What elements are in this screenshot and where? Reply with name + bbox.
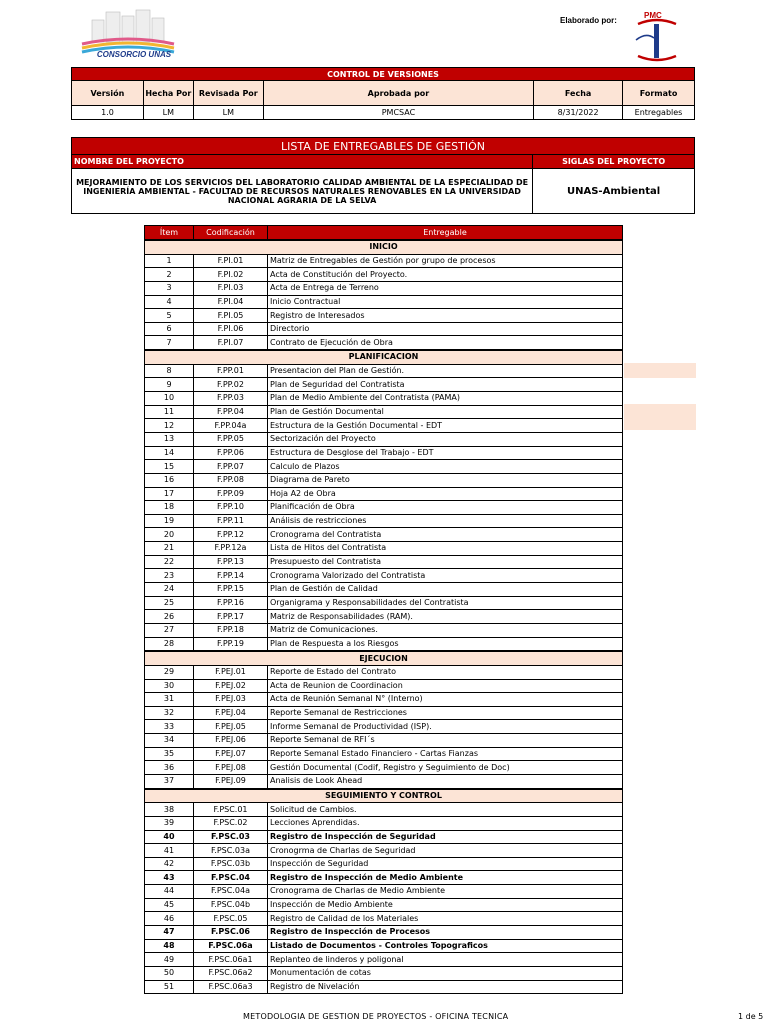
item-deliverable: Registro de Inspección de Seguridad [268, 830, 623, 844]
item-number: 17 [145, 487, 194, 501]
item-code: F.PI.06 [194, 322, 268, 336]
item-code: F.PP.17 [194, 610, 268, 624]
item-deliverable: Presentacion del Plan de Gestión. [268, 364, 623, 378]
item-code: F.PSC.03a [194, 844, 268, 858]
table-row [145, 364, 623, 378]
item-deliverable: Matriz de Responsabilidades (RAM). [268, 610, 623, 624]
project-sigla: UNAS-Ambiental [533, 169, 695, 214]
item-deliverable: Estructura de la Gestión Documental - EDT [268, 419, 623, 433]
item-number: 10 [145, 392, 194, 406]
item-code: F.PP.12 [194, 528, 268, 542]
item-code: F.PP.05 [194, 432, 268, 446]
item-code: F.PSC.06a [194, 939, 268, 953]
item-code: F.PEJ.02 [194, 679, 268, 693]
item-number: 6 [145, 322, 194, 336]
item-code: F.PP.04a [194, 419, 268, 433]
table-row [145, 555, 623, 569]
item-code: F.PI.02 [194, 268, 268, 282]
item-code: F.PSC.06a1 [194, 953, 268, 967]
item-number: 3 [145, 281, 194, 295]
table-row [145, 966, 623, 980]
item-deliverable: Sectorización del Proyecto [268, 432, 623, 446]
table-row [145, 378, 623, 392]
item-code: F.PP.03 [194, 392, 268, 406]
item-number: 37 [145, 774, 194, 788]
item-deliverable: Acta de Constitución del Proyecto. [268, 268, 623, 282]
item-code: F.PP.06 [194, 446, 268, 460]
item-code: F.PEJ.09 [194, 774, 268, 788]
item-number: 47 [145, 926, 194, 940]
item-code: F.PI.05 [194, 309, 268, 323]
item-number: 48 [145, 939, 194, 953]
versions-title: CONTROL DE VERSIONES [72, 68, 695, 81]
item-deliverable: Contrato de Ejecución de Obra [268, 336, 623, 350]
table-row [145, 898, 623, 912]
item-number: 42 [145, 857, 194, 871]
table-row [145, 336, 623, 350]
item-number: 14 [145, 446, 194, 460]
item-code: F.PP.15 [194, 583, 268, 597]
item-code: F.PP.09 [194, 487, 268, 501]
item-number: 7 [145, 336, 194, 350]
item-deliverable: Acta de Reunión Semanal N° (Interno) [268, 693, 623, 707]
item-number: 9 [145, 378, 194, 392]
item-deliverable: Inspección de Seguridad [268, 857, 623, 871]
header-item: Ítem [145, 226, 194, 241]
table-row [145, 268, 623, 282]
col-aprobada-por: Aprobada por [263, 81, 533, 106]
item-number: 41 [145, 844, 194, 858]
item-code: F.PP.14 [194, 569, 268, 583]
item-deliverable: Registro de Interesados [268, 309, 623, 323]
table-row [145, 693, 623, 707]
siglas-proyecto-label: SIGLAS DEL PROYECTO [533, 155, 695, 169]
table-row [145, 720, 623, 734]
item-number: 16 [145, 473, 194, 487]
table-row [145, 405, 623, 419]
item-deliverable: Registro de Inspección de Medio Ambiente [268, 871, 623, 885]
item-deliverable: Reporte de Estado del Contrato [268, 665, 623, 679]
item-deliverable: Plan de Seguridad del Contratista [268, 378, 623, 392]
item-number: 49 [145, 953, 194, 967]
col-formato: Formato [623, 81, 695, 106]
item-code: F.PSC.03b [194, 857, 268, 871]
item-number: 4 [145, 295, 194, 309]
item-deliverable: Planificación de Obra [268, 501, 623, 515]
item-number: 30 [145, 679, 194, 693]
aprobada-por-value: PMCSAC [263, 106, 533, 120]
table-row [145, 254, 623, 268]
section-title: PLANIFICACION [145, 350, 623, 364]
item-number: 36 [145, 761, 194, 775]
item-deliverable: Directorio [268, 322, 623, 336]
item-code: F.PEJ.03 [194, 693, 268, 707]
item-number: 18 [145, 501, 194, 515]
table-row [145, 761, 623, 775]
table-row [145, 939, 623, 953]
table-row [145, 679, 623, 693]
table-row [145, 460, 623, 474]
item-deliverable: Presupuesto del Contratista [268, 555, 623, 569]
table-row [145, 542, 623, 556]
header-codificacion: Codificación [194, 226, 268, 241]
item-number: 31 [145, 693, 194, 707]
item-number: 38 [145, 803, 194, 817]
item-deliverable: Lecciones Aprendidas. [268, 816, 623, 830]
item-number: 23 [145, 569, 194, 583]
item-deliverable: Diagrama de Pareto [268, 473, 623, 487]
item-number: 1 [145, 254, 194, 268]
hecha-por-value: LM [143, 106, 193, 120]
nombre-proyecto-label: NOMBRE DEL PROYECTO [72, 155, 533, 169]
table-row [145, 871, 623, 885]
item-code: F.PP.04 [194, 405, 268, 419]
item-deliverable: Hoja A2 de Obra [268, 487, 623, 501]
item-number: 26 [145, 610, 194, 624]
table-row [145, 926, 623, 940]
item-code: F.PEJ.08 [194, 761, 268, 775]
item-deliverable: Análisis de restricciones [268, 514, 623, 528]
item-deliverable: Calculo de Plazos [268, 460, 623, 474]
table-row [145, 501, 623, 515]
item-code: F.PP.07 [194, 460, 268, 474]
item-number: 28 [145, 637, 194, 651]
table-row [145, 830, 623, 844]
col-revisada-por: Revisada Por [193, 81, 263, 106]
table-row [145, 446, 623, 460]
entregables-title: LISTA DE ENTREGABLES DE GESTIÓN [72, 138, 695, 155]
item-number: 2 [145, 268, 194, 282]
item-code: F.PI.01 [194, 254, 268, 268]
table-row [145, 623, 623, 637]
table-row [145, 706, 623, 720]
control-versiones-table [71, 67, 695, 120]
table-row [145, 953, 623, 967]
item-number: 24 [145, 583, 194, 597]
item-deliverable: Plan de Medio Ambiente del Contratista (PAMA) [268, 392, 623, 406]
table-row [145, 857, 623, 871]
entregables-items-table [144, 225, 623, 994]
item-number: 25 [145, 596, 194, 610]
side-shade-cell [624, 404, 696, 419]
item-code: F.PSC.06 [194, 926, 268, 940]
item-code: F.PP.18 [194, 623, 268, 637]
item-number: 45 [145, 898, 194, 912]
item-deliverable: Replanteo de linderos y poligonal [268, 953, 623, 967]
item-deliverable: Cronogrma de Charlas de Seguridad [268, 844, 623, 858]
item-code: F.PSC.06a2 [194, 966, 268, 980]
item-code: F.PP.13 [194, 555, 268, 569]
table-row [145, 392, 623, 406]
item-deliverable: Plan de Gestión de Calidad [268, 583, 623, 597]
item-deliverable: Registro de Inspección de Procesos [268, 926, 623, 940]
col-version: Versión [72, 81, 144, 106]
item-deliverable: Informe Semanal de Productividad (ISP). [268, 720, 623, 734]
item-deliverable: Organigrama y Responsabilidades del Contratista [268, 596, 623, 610]
item-number: 44 [145, 885, 194, 899]
item-code: F.PI.07 [194, 336, 268, 350]
item-deliverable: Matriz de Entregables de Gestión por grupo de procesos [268, 254, 623, 268]
item-number: 35 [145, 747, 194, 761]
item-number: 21 [145, 542, 194, 556]
item-code: F.PEJ.01 [194, 665, 268, 679]
side-shade-cell [624, 363, 696, 378]
item-deliverable: Cronograma del Contratista [268, 528, 623, 542]
section-title: EJECUCION [145, 651, 623, 665]
table-row [145, 885, 623, 899]
item-deliverable: Acta de Reunion de Coordinacion [268, 679, 623, 693]
entregables-header-table [71, 137, 695, 214]
table-row [145, 747, 623, 761]
item-deliverable: Plan de Respuesta a los Riesgos [268, 637, 623, 651]
item-deliverable: Monumentación de cotas [268, 966, 623, 980]
item-number: 33 [145, 720, 194, 734]
item-deliverable: Reporte Semanal de RFI´s [268, 734, 623, 748]
item-number: 29 [145, 665, 194, 679]
item-code: F.PEJ.04 [194, 706, 268, 720]
table-row [145, 734, 623, 748]
item-code: F.PP.02 [194, 378, 268, 392]
item-deliverable: Gestión Documental (Codif, Registro y Seguimiento de Doc) [268, 761, 623, 775]
item-number: 13 [145, 432, 194, 446]
header-entregable: Entregable [268, 226, 623, 241]
item-code: F.PI.03 [194, 281, 268, 295]
item-deliverable: Lista de Hitos del Contratista [268, 542, 623, 556]
item-code: F.PP.16 [194, 596, 268, 610]
item-number: 15 [145, 460, 194, 474]
item-deliverable: Analisis de Look Ahead [268, 774, 623, 788]
item-number: 5 [145, 309, 194, 323]
item-deliverable: Listado de Documentos - Controles Topograficos [268, 939, 623, 953]
item-code: F.PSC.01 [194, 803, 268, 817]
table-row [145, 596, 623, 610]
section-row [145, 350, 623, 364]
section-title: INICIO [145, 240, 623, 254]
table-row [145, 569, 623, 583]
item-deliverable: Cronograma de Charlas de Medio Ambiente [268, 885, 623, 899]
fecha-value: 8/31/2022 [534, 106, 623, 120]
item-deliverable: Registro de Calidad de los Materiales [268, 912, 623, 926]
item-number: 32 [145, 706, 194, 720]
item-number: 40 [145, 830, 194, 844]
table-row [145, 419, 623, 433]
project-name: MEJORAMIENTO DE LOS SERVICIOS DEL LABORATORIO CALIDAD AMBIENTAL DE LA ESPECIALIDAD DE INGENIERÍA AMBIENTAL - FACULTAD DE RECURSOS NATURALES RENOVABLES EN LA UNIVERSIDAD NACIONAL AGRARIA DE LA SELVA [72, 169, 533, 214]
table-row [145, 803, 623, 817]
item-deliverable: Inspección de Medio Ambiente [268, 898, 623, 912]
table-row [145, 309, 623, 323]
item-deliverable: Inicio Contractual [268, 295, 623, 309]
item-code: F.PI.04 [194, 295, 268, 309]
item-code: F.PP.11 [194, 514, 268, 528]
elaborado-por-label: Elaborado por: [560, 16, 617, 25]
revisada-por-value: LM [193, 106, 263, 120]
page-number: 1 de 5 [738, 1012, 764, 1021]
pmc-logo-icon [632, 10, 682, 66]
item-deliverable: Reporte Semanal Estado Financiero - Cartas Fianzas [268, 747, 623, 761]
table-row [145, 514, 623, 528]
item-code: F.PP.08 [194, 473, 268, 487]
item-number: 20 [145, 528, 194, 542]
consorcio-logo-text: CONSORCIO UNAS [96, 50, 172, 59]
table-row [145, 665, 623, 679]
item-deliverable: Registro de Nivelación [268, 980, 623, 994]
item-deliverable: Solicitud de Cambios. [268, 803, 623, 817]
item-code: F.PSC.03 [194, 830, 268, 844]
item-code: F.PSC.04a [194, 885, 268, 899]
table-row [145, 281, 623, 295]
item-number: 27 [145, 623, 194, 637]
item-code: F.PP.10 [194, 501, 268, 515]
section-row [145, 789, 623, 803]
pmc-logo-letters: PMC [644, 11, 662, 20]
table-row [145, 473, 623, 487]
item-number: 51 [145, 980, 194, 994]
formato-value: Entregables [623, 106, 695, 120]
item-deliverable: Matriz de Comunicaciones. [268, 623, 623, 637]
side-shade-cell [624, 418, 696, 430]
item-number: 46 [145, 912, 194, 926]
item-number: 34 [145, 734, 194, 748]
item-deliverable: Estructura de Desglose del Trabajo - EDT [268, 446, 623, 460]
section-title: SEGUIMIENTO Y CONTROL [145, 789, 623, 803]
item-code: F.PSC.04b [194, 898, 268, 912]
item-number: 12 [145, 419, 194, 433]
item-number: 43 [145, 871, 194, 885]
item-code: F.PEJ.05 [194, 720, 268, 734]
item-code: F.PSC.04 [194, 871, 268, 885]
item-code: F.PP.19 [194, 637, 268, 651]
item-deliverable: Plan de Gestión Documental [268, 405, 623, 419]
item-code: F.PEJ.06 [194, 734, 268, 748]
item-deliverable: Acta de Entrega de Terreno [268, 281, 623, 295]
table-row [145, 980, 623, 994]
item-code: F.PSC.06a3 [194, 980, 268, 994]
item-number: 19 [145, 514, 194, 528]
table-row [145, 816, 623, 830]
item-number: 39 [145, 816, 194, 830]
table-row [145, 322, 623, 336]
col-fecha: Fecha [534, 81, 623, 106]
table-row [145, 583, 623, 597]
table-row [145, 610, 623, 624]
table-row [145, 528, 623, 542]
item-number: 11 [145, 405, 194, 419]
table-row [145, 912, 623, 926]
item-code: F.PSC.05 [194, 912, 268, 926]
table-row [145, 432, 623, 446]
item-number: 8 [145, 364, 194, 378]
col-hecha-por: Hecha Por [143, 81, 193, 106]
item-code: F.PP.01 [194, 364, 268, 378]
item-number: 22 [145, 555, 194, 569]
item-deliverable: Reporte Semanal de Restricciones [268, 706, 623, 720]
section-row [145, 240, 623, 254]
section-row [145, 651, 623, 665]
item-deliverable: Cronograma Valorizado del Contratista [268, 569, 623, 583]
table-row [145, 774, 623, 788]
table-row [145, 637, 623, 651]
table-row [145, 844, 623, 858]
version-value: 1.0 [72, 106, 144, 120]
footer-text: METODOLOGIA DE GESTION DE PROYECTOS - OFICINA TECNICA [243, 1012, 509, 1021]
item-code: F.PP.12a [194, 542, 268, 556]
item-number: 50 [145, 966, 194, 980]
item-code: F.PEJ.07 [194, 747, 268, 761]
item-code: F.PSC.02 [194, 816, 268, 830]
table-row [145, 295, 623, 309]
table-row [145, 487, 623, 501]
